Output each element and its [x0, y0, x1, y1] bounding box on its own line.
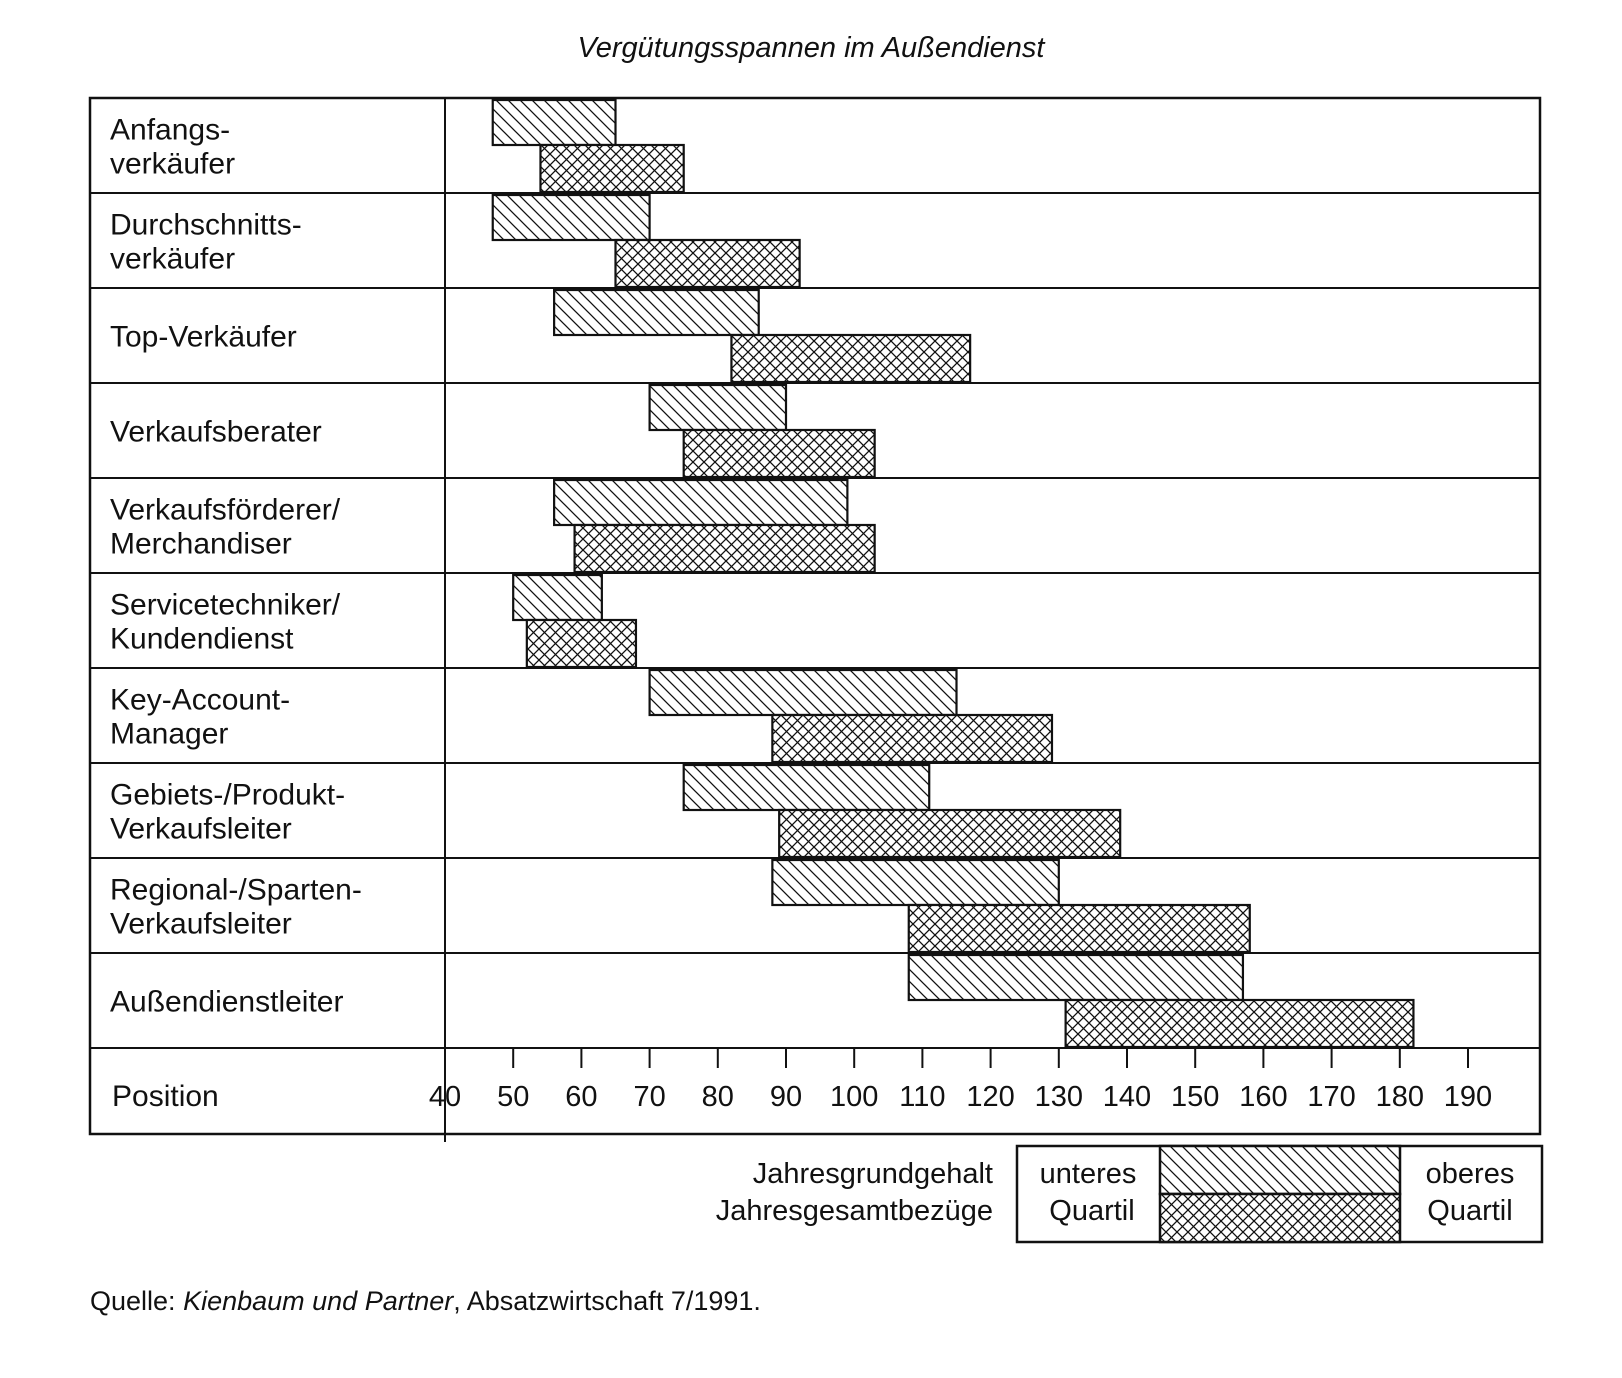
- x-tick-label: 160: [1239, 1081, 1288, 1113]
- source-note: [90, 1286, 761, 1317]
- bar-gesamtbezuege: [527, 620, 636, 667]
- category-label: Gebiets-/Produkt-: [110, 778, 346, 812]
- legend-upper-quartile-line1: oberes: [1425, 1158, 1515, 1190]
- row-labels: [110, 114, 362, 1019]
- category-label: Verkaufsleiter: [110, 812, 292, 846]
- bar-gesamtbezuege: [909, 905, 1250, 952]
- x-tick-label: 150: [1171, 1081, 1220, 1113]
- category-label: Verkaufsberater: [110, 415, 322, 449]
- x-tick-label: 80: [701, 1081, 734, 1113]
- category-label: Durchschnitts-: [110, 208, 302, 242]
- source-rest: , Absatzwirtschaft 7/1991.: [453, 1286, 761, 1316]
- bar-grundgehalt: [493, 195, 650, 240]
- category-label: Key-Account-: [110, 683, 291, 717]
- bar-gesamtbezuege: [616, 240, 800, 287]
- category-label: Verkaufsförderer/: [110, 493, 341, 527]
- bar-grundgehalt: [650, 670, 957, 715]
- legend-swatch-gesamtbezuege: [1160, 1194, 1400, 1242]
- source-prefix: Quelle:: [90, 1286, 184, 1316]
- chart-title: Vergütungsspannen im Außendienst: [577, 32, 1045, 64]
- x-tick-label: 110: [899, 1081, 946, 1113]
- x-tick-label: 190: [1443, 1081, 1493, 1113]
- legend-swatch-grundgehalt: [1160, 1146, 1400, 1194]
- source-author: Kienbaum und Partner: [183, 1286, 454, 1316]
- category-label: Manager: [110, 717, 229, 751]
- x-tick-label: 90: [769, 1081, 803, 1113]
- bar-gesamtbezuege: [540, 145, 683, 192]
- category-label: Servicetechniker/: [110, 588, 341, 622]
- category-label: verkäufer: [110, 242, 236, 276]
- legend-lower-quartile-line1: unteres: [1039, 1158, 1137, 1190]
- x-tick-label: 50: [497, 1081, 530, 1113]
- bar-gesamtbezuege: [684, 430, 875, 477]
- legend-series-2-label: Jahresgesamtbezüge: [715, 1195, 993, 1227]
- x-tick-label: 120: [966, 1081, 1015, 1113]
- x-tick-label: 60: [565, 1081, 598, 1113]
- category-label: Außendienstleiter: [110, 985, 344, 1019]
- bar-gesamtbezuege: [731, 335, 970, 382]
- bar-grundgehalt: [554, 290, 759, 335]
- bar-gesamtbezuege: [575, 525, 875, 572]
- legend-lower-quartile-line2: Quartil: [1049, 1195, 1135, 1227]
- bar-grundgehalt: [909, 955, 1243, 1000]
- bar-gesamtbezuege: [1066, 1000, 1414, 1047]
- x-tick-label: 70: [633, 1081, 666, 1113]
- bar-grundgehalt: [772, 860, 1058, 905]
- legend: [716, 1146, 1542, 1242]
- x-tick-label: 180: [1375, 1081, 1424, 1113]
- x-tick-label: 170: [1307, 1081, 1356, 1113]
- category-label: Regional-/Sparten-: [110, 873, 362, 907]
- x-axis: [112, 1048, 1492, 1142]
- category-label: Merchandiser: [110, 527, 292, 561]
- x-tick-label: 140: [1102, 1081, 1152, 1113]
- bar-grundgehalt: [554, 480, 847, 525]
- legend-series-1-label: Jahresgrundgehalt: [752, 1158, 993, 1190]
- category-label: Top-Verkäufer: [110, 320, 297, 354]
- bar-grundgehalt: [493, 100, 616, 145]
- bar-grundgehalt: [684, 765, 930, 810]
- category-label: Anfangs-: [110, 113, 231, 147]
- bar-grundgehalt: [513, 575, 602, 620]
- x-tick-label: 40: [428, 1081, 462, 1113]
- bar-grundgehalt: [650, 385, 786, 430]
- legend-upper-quartile-line2: Quartil: [1427, 1195, 1513, 1227]
- x-tick-label: 130: [1034, 1081, 1083, 1113]
- category-label: Kundendienst: [110, 622, 294, 656]
- x-tick-label: 100: [830, 1081, 879, 1113]
- category-label: verkäufer: [110, 147, 236, 181]
- axis-category-header: Position: [112, 1080, 219, 1113]
- category-label: Verkaufsleiter: [110, 907, 292, 941]
- bar-gesamtbezuege: [779, 810, 1120, 857]
- bar-gesamtbezuege: [772, 715, 1052, 762]
